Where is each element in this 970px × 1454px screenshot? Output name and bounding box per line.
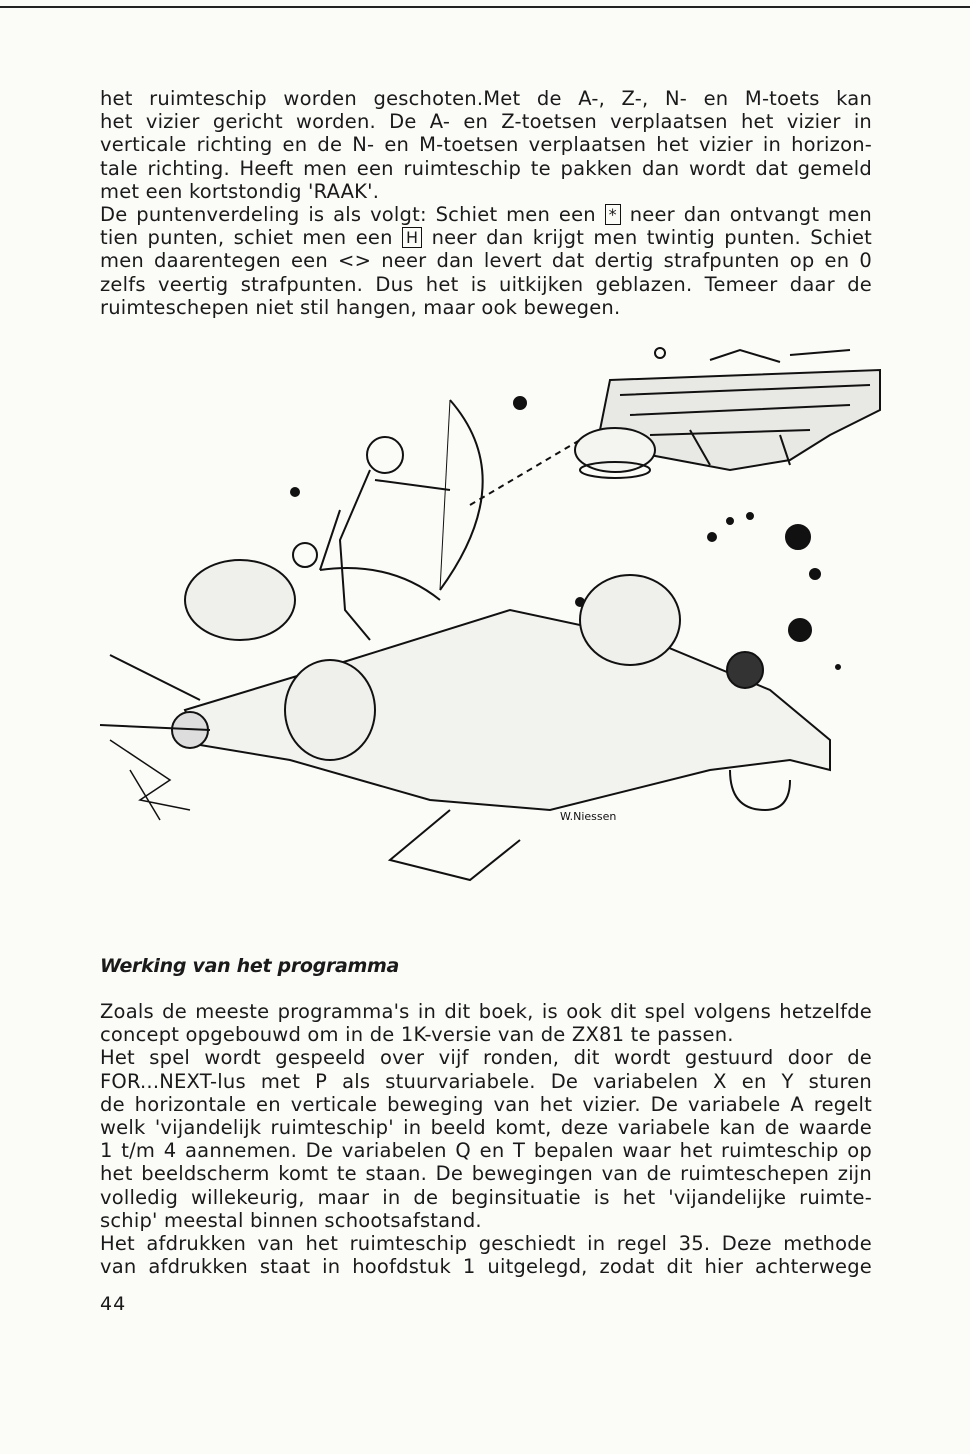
- text-line: volledig willekeurig, maar in de beginsituatie is het 'vijandelijke ruimte-: [100, 1185, 872, 1209]
- text-line: concept opgebouwd om in de 1K-versie van de ZX81 te passen.: [100, 1023, 734, 1047]
- text-line: van afdrukken staat in hoofdstuk 1 uitgelegd, zodat dit hier achterwege: [100, 1255, 872, 1279]
- asterisk-key-icon: *: [605, 204, 621, 225]
- text-segment: De puntenverdeling is als volgt: Schiet men een: [100, 203, 596, 226]
- text-line: 1 t/m 4 aannemen. De variabelen Q en T bepalen waar het ruimteschip op: [100, 1139, 872, 1163]
- text-line: Het afdrukken van het ruimteschip geschiedt in regel 35. Deze methode: [100, 1232, 872, 1256]
- text-line: Het spel wordt gespeeld over vijf ronden, dit wordt gestuurd door de: [100, 1046, 872, 1070]
- text-line: verticale richting en de N- en M-toetsen verplaatsen het vizier in horizon-: [100, 133, 872, 157]
- text-line: de horizontale en verticale beweging van het vizier. De variabele A regelt: [100, 1092, 872, 1116]
- text-line: het ruimteschip worden geschoten.Met de A-, Z-, N- en M-toets kan: [100, 87, 872, 110]
- text-line: men daarentegen een <> neer dan levert dat dertig strafpunten op en 0: [100, 249, 872, 273]
- text-line: zelfs veertig strafpunten. Dus het is uitkijken geblazen. Temeer daar de: [100, 272, 872, 296]
- text-segment: neer dan krijgt men twintig punten. Schiet: [431, 226, 873, 250]
- section-heading: Werking van het programma: [100, 955, 400, 977]
- text-line: schip' meestal binnen schootsafstand.: [100, 1208, 482, 1232]
- text-line: [100, 203, 872, 226]
- paragraph-scoring: [100, 203, 872, 319]
- top-rule: [0, 6, 970, 8]
- spaceship-hull: [100, 543, 830, 880]
- text-line: het beeldscherm komt te staan. De bewegingen van de ruimteschepen zijn: [100, 1162, 872, 1186]
- h-key-icon: H: [402, 227, 422, 248]
- enemy-fleet: [575, 348, 880, 478]
- text-line: ruimteschepen niet stil hangen, maar ook bewegen.: [100, 295, 621, 319]
- laser-beam: [470, 440, 580, 505]
- paragraph-program: [100, 1000, 872, 1278]
- archer-figure: [320, 400, 483, 640]
- page-number: 44: [100, 1293, 127, 1315]
- spaceship-illustration: [90, 340, 890, 900]
- artist-signature: W.Niessen: [560, 810, 617, 823]
- text-line: FOR...NEXT-lus met P als stuurvariabele. De variabelen X en Y sturen: [100, 1069, 872, 1093]
- text-line: Zoals de meeste programma's in dit boek, is ook dit spel volgens hetzelfde: [100, 1000, 872, 1023]
- text-line: [100, 226, 872, 249]
- text-segment: neer dan ontvangt men: [629, 203, 872, 226]
- text-line: welk 'vijandelijk ruimteschip' in beeld komt, deze variabele kan de waarde: [100, 1116, 872, 1140]
- text-line: tale richting. Heeft men een ruimteschip te pakken dan wordt dat gemeld: [100, 156, 872, 180]
- text-line: met een kortstondig 'RAAK'.: [100, 179, 380, 203]
- paragraph-controls: [100, 87, 872, 203]
- text-line: het vizier gericht worden. De A- en Z-toetsen verplaatsen het vizier in: [100, 110, 872, 134]
- text-segment: tien punten, schiet men een: [100, 226, 393, 250]
